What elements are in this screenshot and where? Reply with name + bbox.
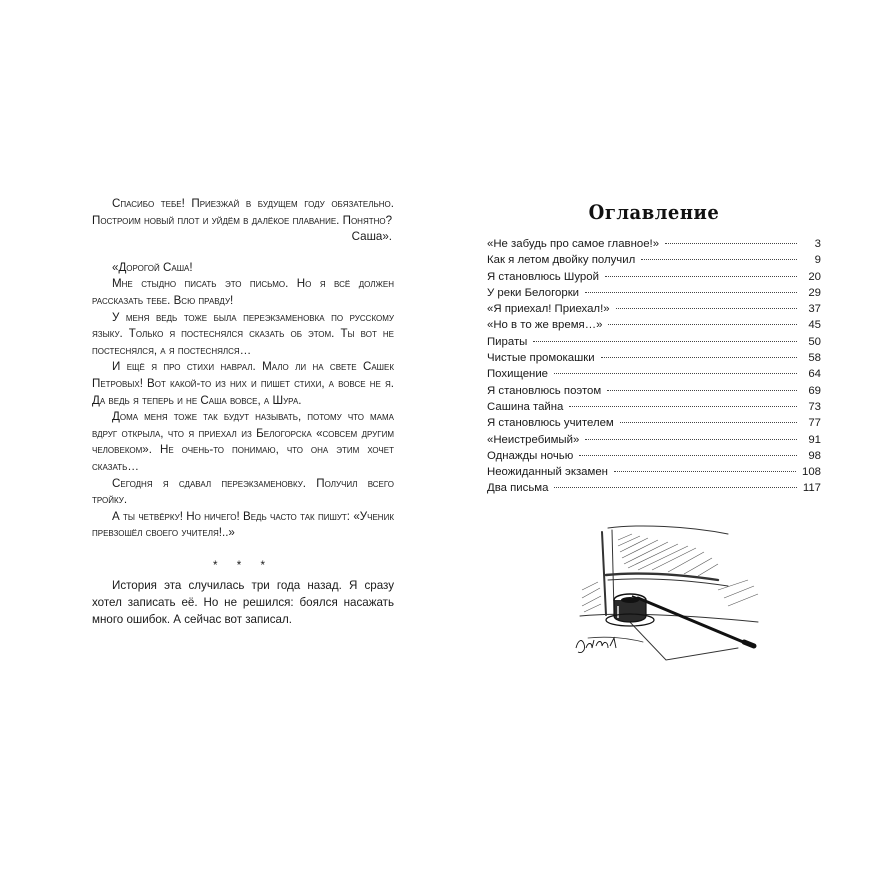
toc-entry-title: Два письма (487, 482, 549, 495)
toc-dot-leader (608, 324, 797, 325)
toc-entry-title: «Я приехал! Приехал!» (487, 303, 610, 316)
toc-entry-page: 77 (808, 417, 821, 430)
toc-entry (487, 301, 821, 317)
toc-dot-leader (601, 357, 797, 358)
toc-entry (487, 285, 821, 301)
toc-entry-title: «Не забудь про самое главное!» (487, 238, 660, 250)
toc-entry-page: 73 (808, 400, 821, 413)
paragraph: Сегодня я сдавал переэкзаменовку. Получил всего тройку. (92, 476, 394, 507)
toc-entry-title: Я становлюсь учителем (487, 417, 614, 430)
toc-list (487, 236, 821, 497)
paragraph: «Дорогой Саша! (112, 260, 193, 274)
toc-dot-leader (585, 439, 797, 440)
paragraph: Спасибо тебе! Приезжай в будущем году обязательно. Построим новый плот и уйдём в далёкое плавание. Понятно? (92, 197, 394, 227)
right-page-contents (487, 200, 821, 497)
toc-entry-title: Похищение (487, 368, 549, 381)
toc-dot-leader (605, 276, 797, 277)
toc-entry (487, 448, 821, 464)
toc-entry-page: 69 (808, 384, 821, 397)
inkwell-pen-illustration (568, 520, 768, 670)
toc-entry-page: 29 (808, 286, 821, 299)
paragraph: У меня ведь тоже была переэкзаменовка по русскому языку. Только я постеснялся сказать об этом. Ты вот не постеснялся, а я постеснялся… (92, 310, 394, 357)
toc-entry-page: 58 (808, 352, 821, 365)
toc-entry-page: 91 (808, 433, 821, 446)
toc-entry (487, 252, 821, 268)
toc-entry (487, 480, 821, 496)
toc-entry-page: 64 (808, 368, 821, 381)
toc-entry (487, 383, 821, 399)
toc-entry (487, 236, 821, 252)
pen-icon (632, 596, 754, 646)
toc-entry (487, 317, 821, 333)
paragraph: Мне стыдно писать это письмо. Но я всё должен рассказать тебе. Всю правду! (92, 277, 394, 307)
toc-entry-title: Неожиданный экзамен (487, 466, 608, 479)
toc-entry (487, 366, 821, 382)
paragraph: А ты четвёрку! Но ничего! Ведь часто так пишут: «Ученик превзошёл своего учителя!..» (92, 509, 394, 540)
toc-dot-leader (585, 292, 797, 293)
toc-entry-title: Как я летом двойку получил (487, 254, 636, 267)
toc-entry-title: У реки Белогорки (487, 286, 580, 299)
toc-entry-page: 3 (814, 238, 821, 250)
toc-entry-title: Я становлюсь Шурой (487, 270, 599, 283)
toc-title: Оглавление (588, 200, 720, 224)
toc-entry (487, 399, 821, 415)
toc-entry-title: Чистые промокашки (487, 352, 595, 365)
toc-dot-leader (607, 390, 797, 391)
toc-entry-title: Однажды ночью (487, 449, 574, 462)
toc-dot-leader (616, 308, 797, 309)
toc-dot-leader (554, 373, 797, 374)
toc-dot-leader (569, 406, 797, 407)
toc-entry-page: 9 (814, 254, 821, 267)
toc-dot-leader (533, 341, 797, 342)
toc-dot-leader (614, 471, 796, 472)
toc-entry (487, 464, 821, 480)
toc-entry (487, 415, 821, 431)
toc-entry-title: Я становлюсь поэтом (487, 384, 602, 397)
toc-dot-leader (554, 487, 796, 488)
paragraph: Дома меня тоже так будут называть, потому что мама вдруг открыла, что я приехал из Белогорска «совсем другим человеком». Не очень-то понимаю, что она этим хочет сказать… (92, 410, 394, 473)
toc-entry-page: 50 (808, 335, 821, 348)
toc-dot-leader (620, 422, 797, 423)
toc-entry-title: «Неистребимый» (487, 433, 580, 446)
toc-dot-leader (579, 455, 797, 456)
toc-entry-page: 37 (808, 303, 821, 316)
paragraph: И ещё я про стихи наврал. Мало ли на свете Сашек Петровых! Вот какой-то из них и пишет стихи, а вовсе не я. Да ведь я теперь и не Саша вовсе, а Шура. (92, 360, 394, 407)
left-page-text (92, 196, 394, 628)
toc-entry (487, 269, 821, 285)
toc-entry-title: Пираты (487, 335, 528, 348)
toc-entry-title: Сашина тайна (487, 400, 564, 413)
toc-dot-leader (665, 243, 797, 244)
letter-signature: Саша». (351, 230, 392, 244)
toc-entry-page: 108 (801, 466, 821, 479)
toc-entry-page: 20 (808, 270, 821, 283)
artist-signature (576, 638, 616, 653)
toc-entry-page: 45 (808, 319, 821, 332)
toc-entry (487, 334, 821, 350)
paragraph: История эта случилась три года назад. Я сразу хотел записать её. Но не решился: боялся насажать много ошибок. А сейчас вот записал. (92, 579, 394, 626)
toc-entry (487, 432, 821, 448)
toc-entry-page: 98 (808, 449, 821, 462)
toc-entry-page: 117 (802, 482, 821, 495)
section-break: * * * (213, 558, 273, 572)
toc-entry (487, 350, 821, 366)
toc-dot-leader (641, 259, 797, 260)
toc-entry-title: «Но в то же время…» (487, 319, 603, 332)
